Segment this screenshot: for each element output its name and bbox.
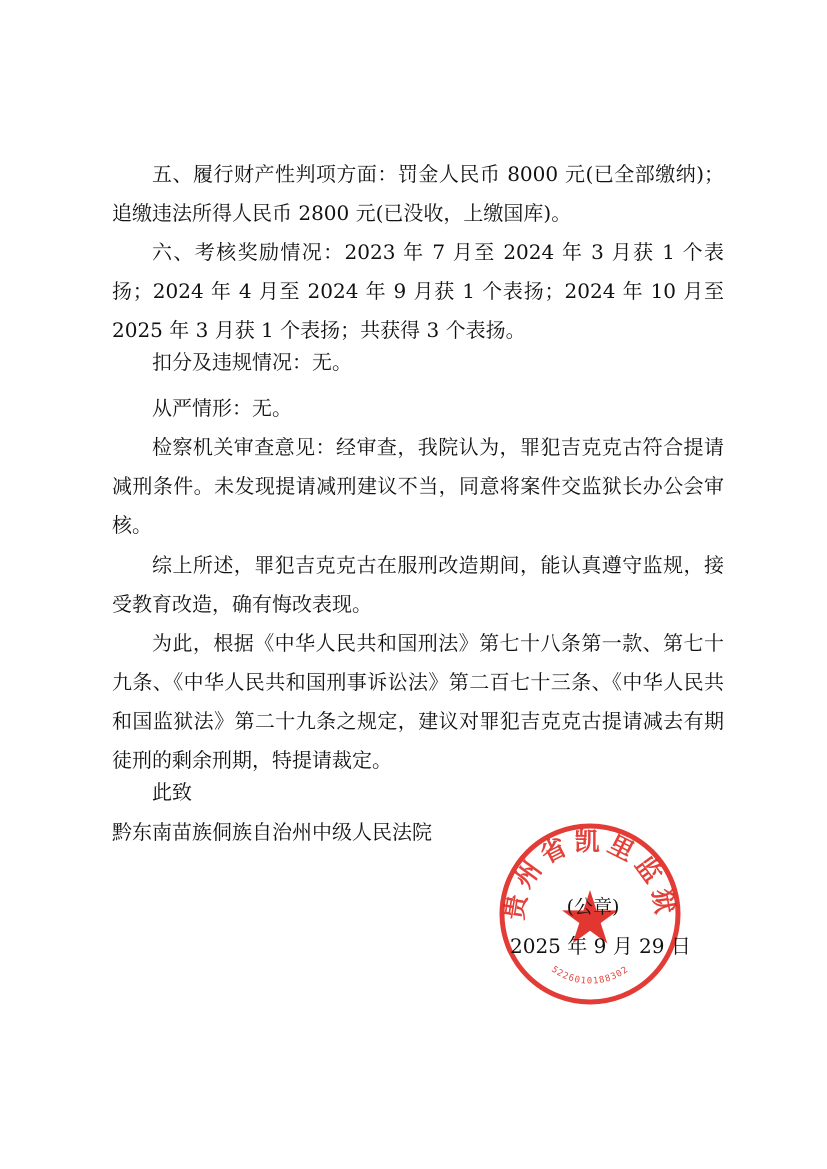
paragraph-rewards: 六、考核奖励情况：2023 年 7 月至 2024 年 3 月获 1 个表扬；2024 年 4 月至 2024 年 9 月获 1 个表扬；2024 年 10 月至 2025 年 3 月获 1 个表扬；共获得 3 个表扬。: [112, 240, 724, 342]
paragraph-property-judgment: 五、履行财产性判项方面：罚金人民币 8000 元(已全部缴纳)；追缴违法所得人民币 2800 元(已没收，上缴国库)。: [112, 162, 724, 225]
document-date: 2025 年 9 月 29 日: [510, 934, 691, 958]
paragraph-strict-circumstances: 从严情形：无。: [152, 396, 292, 420]
seal-serial-number: 5226010188302: [549, 964, 631, 987]
svg-text:5226010188302: [549, 965, 631, 987]
closing-salutation: 此致: [152, 780, 192, 804]
recipient-court: 黔东南苗族侗族自治州中级人民法院: [112, 820, 432, 844]
seal-ring-text: 贵州省凯里监狱: [499, 826, 681, 922]
paragraph-legal-basis: 为此，根据《中华人民共和国刑法》第七十八条第一款、第七十九条、《中华人民共和国刑事诉讼法》第二百七十三条、《中华人民共和国监狱法》第二十九条之规定，建议对罪犯吉克克古提请减去有期徒刑的剩余刑期，特提请裁定。: [112, 631, 724, 772]
paragraph-summary: 综上所述，罪犯吉克克古在服刑改造期间，能认真遵守监规，接受教育改造，确有悔改表现。: [112, 553, 724, 616]
seal-label: (公章): [566, 896, 620, 918]
paragraph-deductions: 扣分及违规情况：无。: [152, 350, 352, 374]
paragraph-procuratorate-opinion: 检察机关审查意见：经审查，我院认为，罪犯吉克克古符合提请减刑条件。未发现提请减刑建议不当，同意将案件交监狱长办公会审核。: [112, 435, 724, 537]
